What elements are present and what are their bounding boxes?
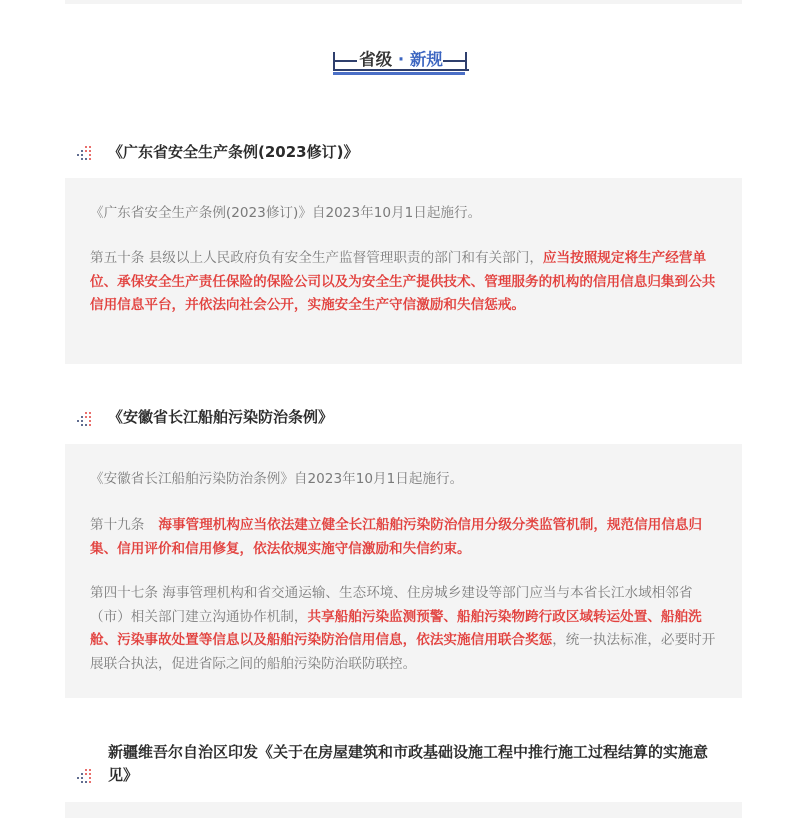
icon-dot bbox=[85, 158, 87, 160]
icon-dot bbox=[89, 412, 91, 414]
icon-dot bbox=[77, 777, 79, 779]
icon-dot bbox=[77, 420, 79, 422]
icon-dot bbox=[89, 769, 91, 771]
icon-dot bbox=[85, 769, 87, 771]
article-content-box bbox=[65, 178, 742, 364]
icon-dot bbox=[85, 773, 87, 775]
icon-dot bbox=[81, 158, 83, 160]
article-content-box bbox=[65, 802, 742, 818]
dotted-bullet-icon bbox=[77, 146, 91, 160]
article-clause: 第十九条 海事管理机构应当依法建立健全长江船舶污染防治信用分级分类监管机制，规范信用信息归集、信用评价和信用修复，依法依规实施守信激励和失信约束。 bbox=[90, 517, 703, 557]
icon-dot bbox=[89, 773, 91, 775]
icon-dot bbox=[81, 781, 83, 783]
icon-dot bbox=[85, 416, 87, 418]
icon-dot bbox=[85, 146, 87, 148]
dotted-bullet-icon bbox=[77, 769, 91, 783]
article-heading: 《广东省安全生产条例(2023修订)》 bbox=[108, 143, 359, 161]
icon-dot bbox=[81, 416, 83, 418]
article-heading-continued: 见》 bbox=[108, 766, 139, 784]
icon-dot bbox=[89, 146, 91, 148]
icon-dot bbox=[81, 420, 83, 422]
icon-dot bbox=[81, 424, 83, 426]
icon-dot bbox=[89, 781, 91, 783]
icon-dot bbox=[77, 154, 79, 156]
section-title-badge bbox=[333, 48, 469, 78]
icon-dot bbox=[81, 773, 83, 775]
article-heading: 《安徽省长江船舶污染防治条例》 bbox=[108, 408, 334, 426]
icon-dot bbox=[89, 150, 91, 152]
icon-dot bbox=[89, 420, 91, 422]
dotted-bullet-icon bbox=[77, 412, 91, 426]
article-intro: 《广东省安全生产条例(2023修订)》自2023年10月1日起施行。 bbox=[90, 205, 482, 221]
section-title: 省级 · 新规 bbox=[359, 50, 443, 69]
icon-dot bbox=[85, 150, 87, 152]
article-clause: 第四十七条 海事管理机构和省交通运输、生态环境、住房城乡建设等部门应当与本省长江水域相邻省（市）相关部门建立沟通协作机制，共享船舶污染监测预警、船舶污染物跨行政区域转运处置、船舶洗舱、污染事故处置等信息以及船舶污染防治信用信息，依法实施信用联合奖惩，统一执法标准，必要时开展联合执法，促进省际之间的船舶污染防治联防联控。 bbox=[90, 585, 716, 672]
icon-dot bbox=[85, 412, 87, 414]
icon-dot bbox=[85, 424, 87, 426]
content-box-top bbox=[65, 0, 742, 4]
icon-dot bbox=[89, 154, 91, 156]
article-intro: 《安徽省长江船舶污染防治条例》自2023年10月1日起施行。 bbox=[90, 471, 464, 487]
icon-dot bbox=[81, 777, 83, 779]
article-clause: 第五十条 县级以上人民政府负有安全生产监督管理职责的部门和有关部门，应当按照规定将生产经营单位、承保安全生产责任保险的保险公司以及为安全生产提供技术、管理服务的机构的信用信息归集到公共信用信息平台，并依法向社会公开，实施安全生产守信激励和失信惩戒。 bbox=[90, 250, 716, 313]
icon-dot bbox=[89, 158, 91, 160]
icon-dot bbox=[81, 150, 83, 152]
icon-dot bbox=[85, 781, 87, 783]
icon-dot bbox=[89, 424, 91, 426]
article-content-box bbox=[65, 444, 742, 698]
article-heading: 新疆维吾尔自治区印发《关于在房屋建筑和市政基础设施工程中推行施工过程结算的实施意 bbox=[108, 743, 709, 761]
icon-dot bbox=[81, 154, 83, 156]
icon-dot bbox=[89, 777, 91, 779]
icon-dot bbox=[89, 416, 91, 418]
